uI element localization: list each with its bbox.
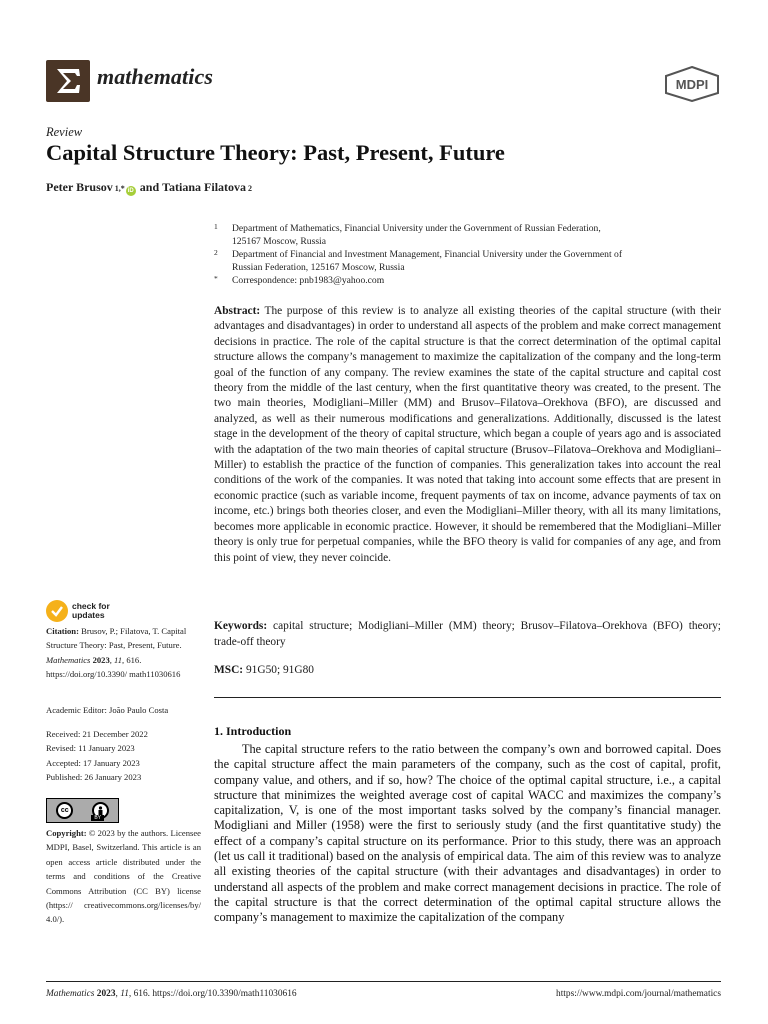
author-name[interactable]: Tatiana Filatova	[162, 180, 247, 194]
abstract-text: The purpose of this review is to analyze all existing theories of the capital structure (with their advantages and disadvantages) in order to understand all aspects of the problem and make correct management decisions in practice. The role of the capital structure is that the correct determination of the optimal capital structure allows the company’s management to maximize the capitalization of the company and the long-term goal of the function of any company. The review examines the state of the capital structure and capital cost theory from the middle of the last century, when the first quantitative theory was created, to the present. The two main theories, Modigliani–Miller (MM) and Brusov–Filatova–Orekhova (BFO), are discussed and analyzed, as well as their numerous modifications and generalizations. Additionally, discussed is the latest stage in the development of the theory of capital structure, which began a couple of years ago and is associated with the adaptation of the two main theories of capital structure (Brusov–Filatova–Orekhova and Modigliani–Miller) to establish the practice of the function of companies. This generalization takes into account the real conditions of the work of the companies. It was noted that taking into account some effects that are present in economic practice (such as variable income, frequent payments of tax on income, advance payments of tax on income, etc.) brings both theories closer, and even the Modigliani–Miller theory, with all its many limitations, becomes more applicable in economic practice. However, it should be remembered that the Modigliani–Miller theory is only true for perpetual companies, while the BFO theory is valid for companies of any age, and from this point of view, they never coincide.	[214, 305, 721, 564]
academic-editor: Academic Editor: João Paulo Costa	[46, 705, 169, 715]
affiliation-line: Department of Financial and Investment Management, Financial University under the Government of	[232, 249, 623, 260]
revised-date: Revised: 11 January 2023	[46, 743, 135, 754]
affiliation-marker: 2	[214, 248, 218, 257]
introduction-text: The capital structure refers to the ratio between the company’s own and borrowed capital. Does the capital structure affect the main parameters of the company, such as the cost of capital, profit, company value, and others, and if so, how? The choice of the optimal capital structure, i.e., a capital structure that minimizes the weighted average cost of capital WACC and maximizes the company’s capitalization, V, is one of the most important tasks solved by the company’s financial manager. Modigliani and Miller (1958) were the first to seriously study (and the first quantitative study) the effect of a company’s capital structure on its performance. Prior to this study, there was an approach (let us call it traditional) based on the analysis of empirical data. The aim of this review was to analyze all existing theories of the capital structure (with their advantages and disadvantages) in order to understand all aspects of the problem and make correct management decisions in practice. The role of the capital structure is that the correct determination of the optimal capital structure allows the company’s management to maximize the capitalization of the company	[214, 742, 721, 925]
keywords-label: Keywords:	[214, 620, 268, 632]
article-type: Review	[46, 125, 83, 139]
keywords-text: capital structure; Modigliani–Miller (MM) theory; Brusov–Filatova–Orekhova (BFO) theory; trade-off theory	[214, 620, 721, 648]
footer-doi[interactable]: , 616. https://doi.org/10.3390/math11030616	[128, 989, 297, 999]
by-label: BY	[91, 815, 104, 821]
abstract	[214, 304, 721, 566]
citation-volume: 11	[114, 654, 123, 665]
footer-year: 2023	[96, 989, 116, 999]
author-affiliation-marker: 2	[248, 184, 253, 193]
citation-journal: Mathematics	[46, 654, 91, 665]
citation: Citation: Brusov, P.; Filatova, T. Capital Structure Theory: Past, Present, Future. Mathematics 2023, 11, 616. https://doi.org/10.3390/ math11030616	[46, 626, 187, 680]
section-heading: 1. Introduction	[214, 724, 292, 738]
affiliation-line: Russian Federation, 125167 Moscow, Russia	[232, 261, 405, 273]
published-date: Published: 26 January 2023	[46, 772, 142, 783]
footer-journal: Mathematics	[46, 989, 95, 999]
check-updates-line2: updates	[72, 610, 105, 620]
received-date: Received: 21 December 2022	[46, 729, 148, 739]
correspondence-email[interactable]: Correspondence: pnb1983@yahoo.com	[232, 275, 385, 286]
publication-dates	[46, 727, 201, 785]
author-name[interactable]: Peter Brusov	[46, 180, 113, 194]
affiliation-line: Department of Mathematics, Financial University under the Government of Russian Federation,	[232, 223, 601, 234]
article-title: Capital Structure Theory: Past, Present, Future	[46, 140, 505, 165]
copyright	[46, 826, 201, 927]
footer-volume: 11	[120, 989, 129, 999]
accepted-date: Accepted: 17 January 2023	[46, 757, 140, 768]
copyright-text: © 2023 by the authors. Licensee MDPI, Basel, Switzerland. This article is an open access article distributed under the terms and conditions of the Creative Commons Attribution (CC BY) license (https:// creativecommons.org/licenses/by/ 4.0/).	[46, 828, 201, 925]
author-connector: and	[139, 180, 160, 194]
affiliation-line: 125167 Moscow, Russia	[232, 235, 326, 247]
check-updates-line1: check for	[72, 600, 110, 611]
mdpi-logo-text: MDPI	[675, 77, 709, 92]
citation-text: Brusov, P.; Filatova, T. Capital Structure Theory: Past, Present, Future.	[46, 626, 187, 651]
citation-year: 2023	[92, 654, 110, 665]
citation-label: Citation:	[46, 626, 79, 636]
footer-divider	[46, 981, 721, 982]
journal-logo-sigma-icon[interactable]	[46, 60, 90, 102]
msc-codes	[214, 664, 314, 676]
orcid-icon[interactable]: iD	[127, 188, 134, 194]
cc-by-license-icon[interactable]	[46, 798, 119, 823]
copyright-label: Copyright:	[46, 828, 87, 838]
affiliation-marker: 1	[214, 222, 218, 231]
footer-citation: Mathematics 2023, 11, 616. https://doi.org/10.3390/math11030616	[46, 989, 297, 999]
abstract-label: Abstract:	[214, 305, 261, 317]
keywords	[214, 618, 721, 650]
check-for-updates-button[interactable]	[46, 599, 126, 623]
cc-icon: cc	[56, 802, 73, 819]
check-for-updates-icon	[46, 600, 68, 622]
correspondence-marker: *	[214, 274, 218, 283]
mdpi-logo-icon[interactable]	[664, 66, 720, 102]
introduction-paragraph	[214, 742, 721, 926]
sigma-logo-icon	[53, 66, 83, 96]
author-list	[46, 180, 252, 195]
citation-doi[interactable]: 616. https://doi.org/10.3390/ math11030616	[46, 654, 181, 680]
footer-journal-url[interactable]: https://www.mdpi.com/journal/mathematics	[556, 989, 721, 999]
section-divider	[214, 697, 721, 698]
msc-label: MSC:	[214, 664, 244, 676]
journal-name: mathematics	[97, 64, 213, 89]
msc-text: 91G50; 91G80	[245, 664, 314, 676]
author-affiliation-marker: 1,*	[114, 184, 125, 193]
